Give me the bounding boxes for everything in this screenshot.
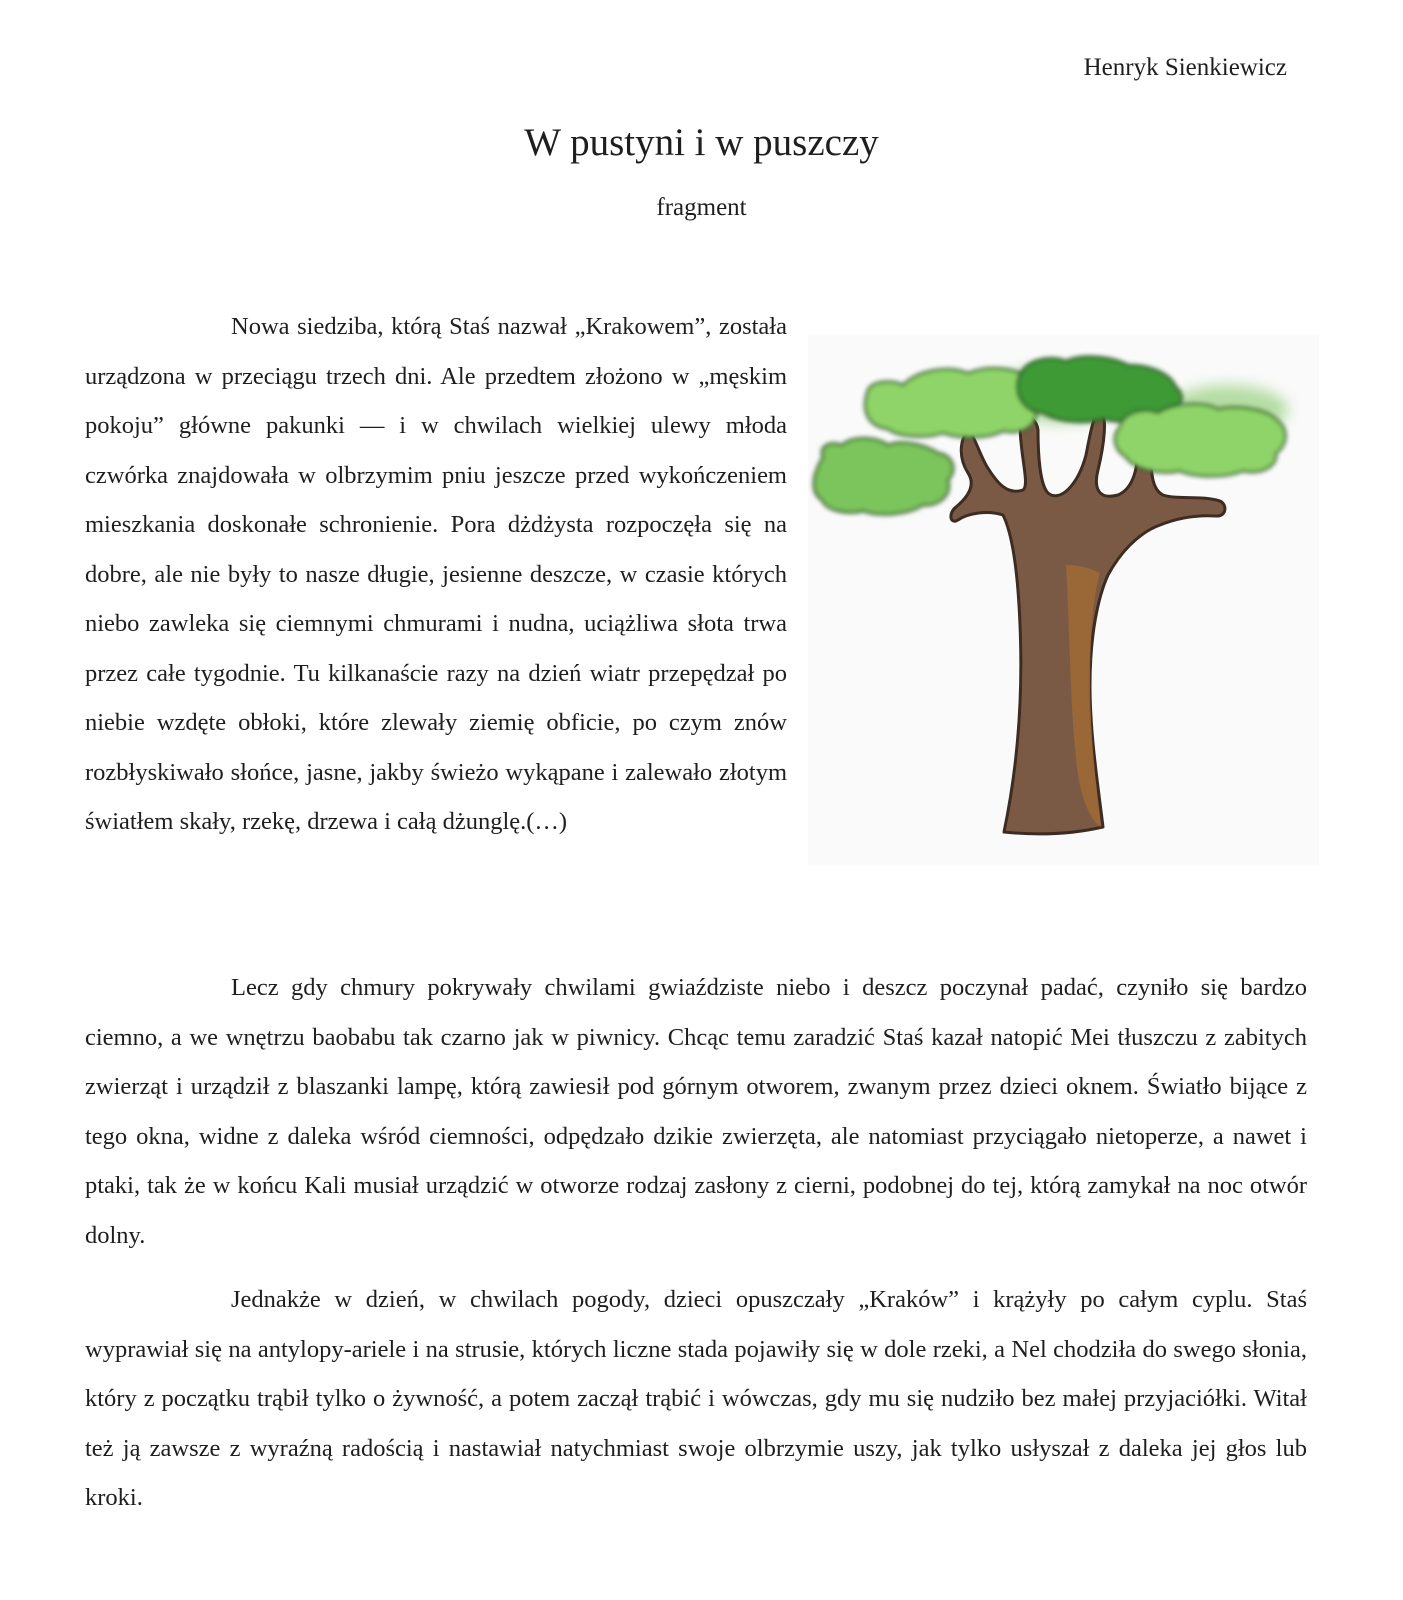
author-name: Henryk Sienkiewicz (1083, 54, 1287, 81)
document-subtitle: fragment (656, 194, 747, 221)
foliage-right (1115, 404, 1285, 476)
baobab-tree-icon (808, 335, 1319, 865)
foliage-left (814, 438, 953, 514)
paragraph-1: Nowa siedziba, którą Staś nazwał „Krakowem”, została urządzona w przeciągu trzech dni. Ale przedtem złożono w „męskim pokoju” główne pakunki — i w chwilach wielkiej ulewy młoda czwórka znajdowała w olbrzymim pniu jeszcze przed wykończeniem mieszkania doskonałe schronienie. Pora dżdżysta rozpoczęła się na dobre, ale nie były to nasze długie, jesienne deszcze, w czasie których niebo zawleka się ciemnymi chmurami i nudna, uciążliwa słota trwa przez całe tygodnie. Tu kilkanaście razy na dzień wiatr przepędzał po niebie wzdęte obłoki, które zlewały ziemię obficie, po czym znów rozbłyskiwało słońce, jasne, jakby świeżo wykąpane i zalewało złotym światłem skały, rzekę, drzewa i całą dżunglę.(…) (85, 313, 787, 835)
baobab-tree-illustration (808, 335, 1319, 865)
document-title: W pustyni i w puszczy (524, 121, 879, 164)
paragraph-3: Jednakże w dzień, w chwilach pogody, dzieci opuszczały „Kraków” i krążyły po całym cyplu. Staś wyprawiał się na antylopy-ariele i na strusie, których liczne stada pojawiły się w dole rzeki, a Nel chodziła do swego słonia, który z początku trąbił tylko o żywność, a potem zaczął trąbić i wówczas, gdy mu się nudziło bez małej przyjaciółki. Witał też ją zawsze z wyraźną radością i nastawiał natychmiast swoje olbrzymie uszy, jak tylko usłyszał z daleka jej głos lub kroki. (85, 1286, 1307, 1511)
paragraph-2: Lecz gdy chmury pokrywały chwilami gwiaździste niebo i deszcz poczynał padać, czyniło się bardzo ciemno, a we wnętrzu baobabu tak czarno jak w piwnicy. Chcąc temu zaradzić Staś kazał natopić Mei tłuszczu z zabitych zwierząt i urządził z blaszanki lampę, którą zawiesił pod górnym otworem, zwanym przez dzieci oknem. Światło bijące z tego okna, widne z daleka wśród ciemności, odpędzało dzikie zwierzęta, ale natomiast przyciągało nietoperze, a nawet i ptaki, tak że w końcu Kali musiał urządzić w otworze rodzaj zasłony z cierni, podobnej do tej, którą zamykał na noc otwór dolny. (85, 974, 1307, 1249)
foliage-upper-left (865, 368, 1044, 437)
